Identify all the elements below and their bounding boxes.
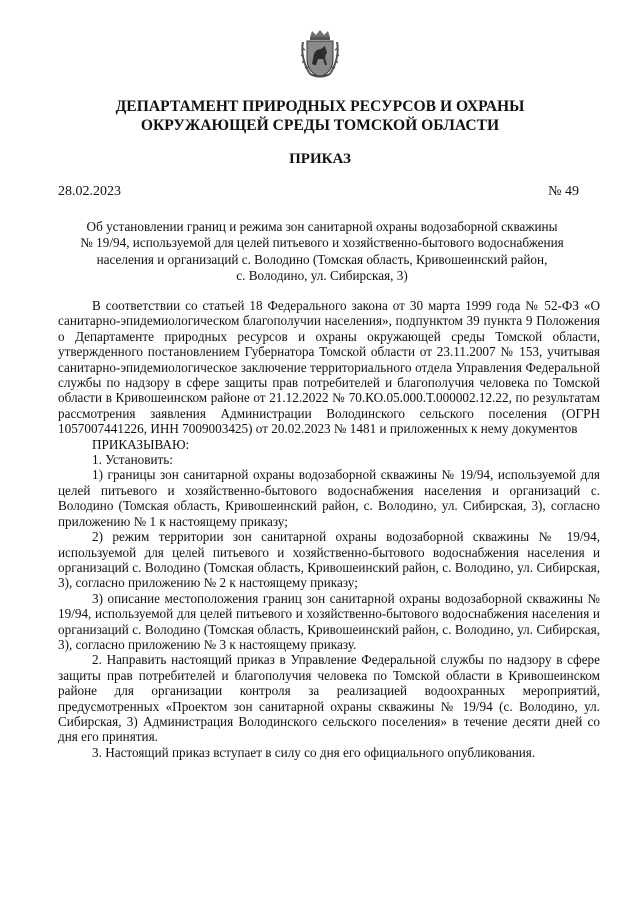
document-number: № 49 [548,184,579,199]
document-subject [58,219,586,284]
department-name-line-1: ДЕПАРТАМЕНТ ПРИРОДНЫХ РЕСУРСОВ И ОХРАНЫ [115,98,525,115]
department-name [60,97,580,135]
subject-line-4: с. Володино, ул. Сибирская, 3) [236,267,408,283]
document-date: 28.02.2023 [58,184,121,199]
document-type: ПРИКАЗ [289,151,351,167]
subject-line-1: Об установлении границ и режима зон санитарной охраны водозаборной скважины [86,219,558,234]
item-1-heading: 1. Установить: [92,452,173,468]
subitem-3-paragraph: 3) описание местоположения границ зон санитарной охраны водозаборной скважины № 19/94, используемой для целей питьевого и хозяйственно-бытового водоснабжения населения и организаций с. Володино (Томская область, Кривошеинский район, с. Володино, ул. Сибирская, 3), согласно приложению № 3 к настоящему приказу. [58,590,600,652]
item-3-paragraph: 3. Настоящий приказ вступает в силу со дня его официального опубликования. [92,744,536,760]
subitem-2-paragraph: 2) режим территории зон санитарной охраны водозаборной скважины № 19/94, используемой для целей питьевого и хозяйственно-бытового водоснабжения населения и организаций с. Володино (Томская область, Кривошеинский район, с. Володино, ул. Сибирская, 3), согласно приложению № 2 к настоящему приказу; [58,529,600,591]
preamble-paragraph: В соответствии со статьей 18 Федерального закона от 30 марта 1999 года № 52-ФЗ «О санитарно-эпидемиологическом благополучии населения», подпунктом 39 пункта 9 Положения о Департаменте природных ресурсов и охраны окружающей среды Томской области, утвержденного постановлением Губернатора Томской области от 23.11.2007 № 153, учитывая санитарно-эпидемиологическое заключение территориального отдела Управления Федеральной службы по надзору в сфере защиты прав потребителей и благополучия человека по Томской области в Кривошеинском районе от 21.12.2022 № 70.КО.05.000.Т.000002.12.22, по результатам рассмотрения заявления Администрации Володинского сельского поселения (ОГРН 1057007441226, ИНН 7009003425) от 20.02.2023 № 1481 и приложенных к нему документов [58,298,600,437]
coat-of-arms-icon [298,28,342,80]
department-name-line-2: ОКРУЖАЮЩЕЙ СРЕДЫ ТОМСКОЙ ОБЛАСТИ [140,117,500,134]
subitem-1-paragraph: 1) границы зон санитарной охраны водозаборной скважины № 19/94, используемой для целей питьевого и хозяйственно-бытового водоснабжения населения и организаций с. Володино (Томская область, Кривошеинский район, с. Володино, ул. Сибирская, 3), согласно приложению № 1 к настоящему приказу; [58,467,600,529]
item-2-paragraph: 2. Направить настоящий приказ в Управление Федеральной службы по надзору в сфере защиты прав потребителей и благополучия человека по Томской области в Кривошеинском районе для организации контроля за реализацией водоохранных мероприятий, предусмотренных «Проектом зон санитарной охраны скважины № 19/94 (с. Володино, ул. Сибирская, 3) Администрация Володинского сельского поселения» в течение десяти дней со дня его принятия. [58,652,600,745]
order-word: ПРИКАЗЫВАЮ: [92,436,190,452]
subject-line-3: населения и организаций с. Володино (Томская область, Кривошеинский район, [96,251,548,267]
subject-line-2: № 19/94, используемой для целей питьевого и хозяйственно-бытового водоснабжения [80,235,564,251]
document-body [58,298,600,760]
